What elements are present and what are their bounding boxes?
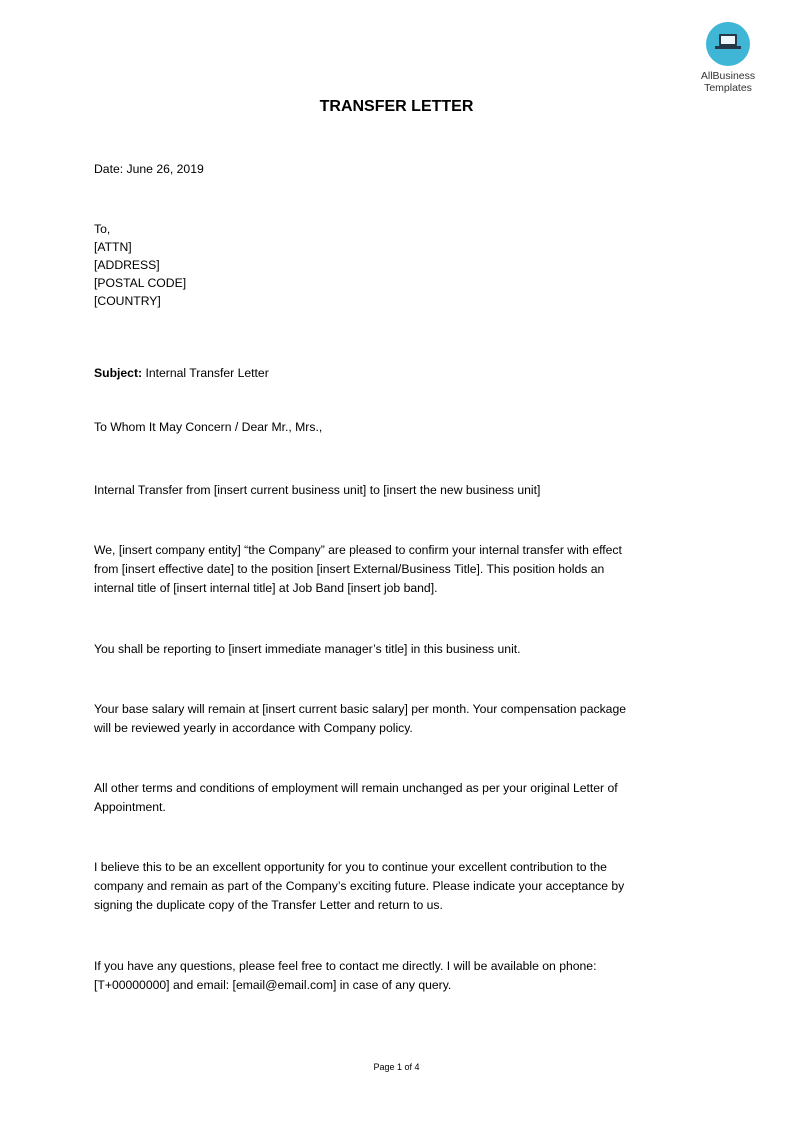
logo-line-1: AllBusiness [700,70,756,82]
paragraph-7-line: [T+00000000] and email: [email@email.com] in case of any query. [94,978,452,992]
allbusiness-templates-logo [690,22,766,94]
subject-label: Subject: [94,366,143,380]
logo-line-2: Templates [704,82,752,94]
page-title: TRANSFER LETTER [319,98,474,115]
address-line: [ADDRESS] [94,258,160,272]
paragraph-2-line: internal title of [insert internal title] at Job Band [insert job band]. [94,581,438,595]
paragraph-5-line: Appointment. [94,800,166,814]
paragraph-6-line: signing the duplicate copy of the Transfer Letter and return to us. [94,898,443,912]
paragraph-2-line: from [insert effective date] to the position [insert External/Business Title]. This position holds an [94,562,605,576]
subject-value: Internal Transfer Letter [142,366,269,380]
paragraph-1-line: Internal Transfer from [insert current business unit] to [insert the new business unit] [94,483,541,497]
subject-line [94,364,269,383]
paragraph-2-line: We, [insert company entity] “the Company” are pleased to confirm your internal transfer with effect [94,543,622,557]
page-number: Page 1 of 4 [373,1062,420,1072]
paragraph-6-line: company and remain as part of the Company’s exciting future. Please indicate your acceptance by [94,879,625,893]
paragraph-4-line: will be reviewed yearly in accordance with Company policy. [94,721,413,735]
paragraph-7-line: If you have any questions, please feel free to contact me directly. I will be available on phone: [94,959,597,973]
address-line: [ATTN] [94,240,132,254]
laptop-icon [706,22,750,66]
paragraph-5-line: All other terms and conditions of employment will remain unchanged as per your original Letter of [94,781,618,795]
address-line: [POSTAL CODE] [94,276,187,290]
letter-date: Date: June 26, 2019 [94,162,204,176]
paragraph-3-line: You shall be reporting to [insert immediate manager’s title] in this business unit. [94,642,521,656]
salutation: To Whom It May Concern / Dear Mr., Mrs., [94,420,323,434]
address-line: [COUNTRY] [94,294,161,308]
address-line: To, [94,222,111,236]
paragraph-4-line: Your base salary will remain at [insert current basic salary] per month. Your compensation package [94,702,627,716]
paragraph-6-line: I believe this to be an excellent opportunity for you to continue your excellent contribution to the [94,860,607,874]
